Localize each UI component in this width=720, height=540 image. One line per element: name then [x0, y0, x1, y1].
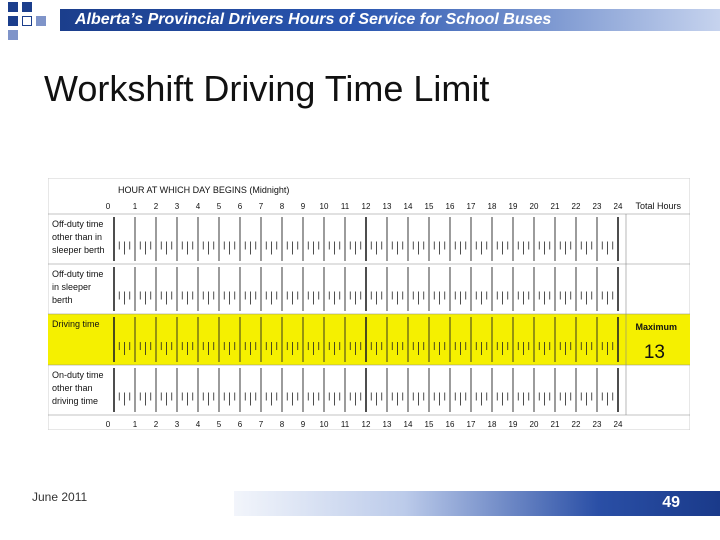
- hour-label-bottom: 17: [466, 420, 476, 429]
- hour-label-top: 24: [613, 202, 623, 211]
- hour-label-bottom: 18: [487, 420, 497, 429]
- hour-label-top: 14: [403, 202, 413, 211]
- row-label: Off-duty time: [52, 269, 104, 279]
- hour-label-top: 2: [153, 202, 159, 211]
- hour-label-bottom: 13: [382, 420, 392, 429]
- decor-square: [36, 16, 46, 26]
- row-label: Off-duty time: [52, 219, 104, 229]
- hour-label-bottom: 8: [279, 420, 285, 429]
- hour-label-bottom: 0: [105, 420, 111, 429]
- row-label: other than: [52, 383, 93, 393]
- hour-label-top: 15: [424, 202, 434, 211]
- hour-label-top: 5: [216, 202, 222, 211]
- hour-label-top: 11: [340, 202, 350, 211]
- row-label: in sleeper: [52, 282, 92, 292]
- hour-label-bottom: 10: [319, 420, 329, 429]
- maximum-label: Maximum: [635, 322, 677, 332]
- decor-square: [8, 30, 18, 40]
- hour-label-bottom: 16: [445, 420, 455, 429]
- hour-label-bottom: 9: [300, 420, 306, 429]
- hour-label-top: 19: [508, 202, 518, 211]
- hour-label-top: 22: [571, 202, 581, 211]
- total-hours-label: Total Hours: [635, 201, 681, 211]
- footer-date: June 2011: [32, 490, 88, 504]
- hour-label-bottom: 12: [361, 420, 371, 429]
- hour-label-bottom: 22: [571, 420, 581, 429]
- decor-square: [22, 16, 32, 26]
- hour-label-top: 23: [592, 202, 602, 211]
- hour-label-bottom: 5: [216, 420, 222, 429]
- hour-label-top: 12: [361, 202, 371, 211]
- page-number: 49: [662, 494, 680, 511]
- hour-label-top: 9: [300, 202, 306, 211]
- hour-label-bottom: 21: [550, 420, 560, 429]
- hour-label-top: 0: [105, 202, 111, 211]
- hour-label-bottom: 3: [174, 420, 180, 429]
- hour-label-top: 4: [195, 202, 201, 211]
- hour-label-top: 17: [466, 202, 476, 211]
- decor-square: [8, 16, 18, 26]
- hour-label-bottom: 19: [508, 420, 518, 429]
- hour-label-bottom: 11: [340, 420, 350, 429]
- hour-label-top: 13: [382, 202, 392, 211]
- slide-title: Workshift Driving Time Limit: [44, 68, 490, 109]
- row-label: On-duty time: [52, 370, 104, 380]
- logbook-heading: HOUR AT WHICH DAY BEGINS (Midnight): [118, 185, 290, 195]
- hour-label-bottom: 20: [529, 420, 539, 429]
- decor-square: [8, 2, 18, 12]
- hour-label-bottom: 14: [403, 420, 413, 429]
- header-title: Alberta’s Provincial Drivers Hours of Service for School Buses: [75, 11, 552, 28]
- hour-label-top: 10: [319, 202, 329, 211]
- hour-label-bottom: 24: [613, 420, 623, 429]
- row-label: berth: [52, 295, 73, 305]
- hour-label-top: 20: [529, 202, 539, 211]
- decor-square: [22, 2, 32, 12]
- maximum-value: 13: [643, 342, 665, 363]
- hour-label-bottom: 15: [424, 420, 434, 429]
- hour-label-top: 21: [550, 202, 560, 211]
- hour-label-bottom: 7: [258, 420, 264, 429]
- row-label: Driving time: [52, 319, 100, 329]
- hour-label-bottom: 4: [195, 420, 201, 429]
- hour-label-top: 8: [279, 202, 285, 211]
- hour-label-bottom: 2: [153, 420, 159, 429]
- logbook-grid: [48, 178, 690, 430]
- hour-label-top: 3: [174, 202, 180, 211]
- hour-label-top: 1: [132, 202, 138, 211]
- hour-label-bottom: 6: [237, 420, 243, 429]
- row-label: other than in: [52, 232, 103, 242]
- row-label: sleeper berth: [52, 245, 105, 255]
- hour-label-top: 7: [258, 202, 264, 211]
- hour-label-bottom: 23: [592, 420, 602, 429]
- hour-label-bottom: 1: [132, 420, 138, 429]
- logbook-frame: [48, 178, 690, 430]
- row-label: driving time: [52, 396, 99, 406]
- driving-row-highlight: [48, 314, 690, 365]
- hour-label-top: 18: [487, 202, 497, 211]
- hour-label-top: 6: [237, 202, 243, 211]
- hour-label-top: 16: [445, 202, 455, 211]
